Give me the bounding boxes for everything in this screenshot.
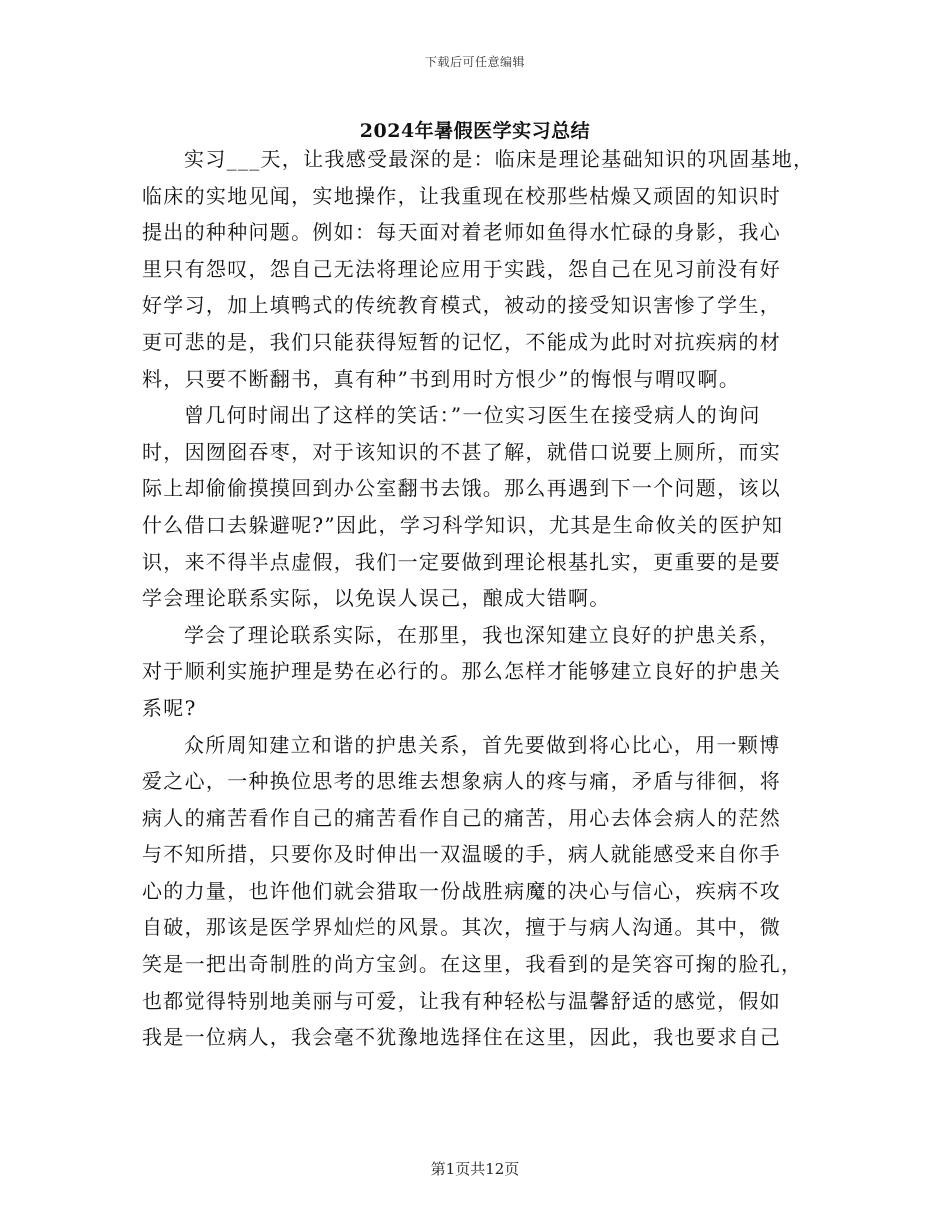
paragraph-line: 学会理论联系实际，以免误人误己，酿成大错啊。: [142, 586, 611, 611]
paragraph-line: 我是一位病人，我会毫不犹豫地选择住在这里，因此，我也要求自己: [142, 1025, 781, 1050]
paragraph-line: 什么借口去躲避呢?”因此，学习科学知识，尤其是生命攸关的医护知: [142, 512, 784, 537]
paragraph-line: 也都觉得特别地美丽与可爱，让我有种轻松与温馨舒适的感觉，假如: [142, 988, 781, 1013]
paragraph-line: 料，只要不断翻书，真有种”书到用时方恨少”的悔恨与喟叹啊。: [142, 366, 741, 391]
paragraph-line: 对于顺利实施护理是势在必行的。那么怎样才能够建立良好的护患关: [142, 659, 781, 684]
paragraph-line: 自破，那该是医学界灿烂的风景。其次，擅于与病人沟通。其中，微: [142, 915, 781, 940]
document-body: [142, 141, 818, 1056]
paragraph-line: 时，因囫囵吞枣，对于该知识的不甚了解，就借口说要上厕所，而实: [142, 439, 781, 464]
paragraph-line: 心的力量，也许他们就会猎取一份战胜病魔的决心与信心，疾病不攻: [142, 878, 781, 903]
paragraph-line: 曾几何时闹出了这样的笑话：”一位实习医生在接受病人的询问: [184, 403, 761, 428]
paragraph-line: 众所周知建立和谐的护患关系，首先要做到将心比心，用一颗博: [184, 732, 781, 757]
paragraph-line: 爱之心，一种换位思考的思维去想象病人的疼与痛，矛盾与徘徊，将: [142, 769, 781, 794]
page-header-note: 下载后可任意编辑: [424, 55, 525, 69]
paragraph-line: 际上却偷偷摸摸回到办公室翻书去饿。那么再遇到下一个问题，该以: [142, 476, 781, 501]
paragraph-line: 好学习，加上填鸭式的传统教育模式，被动的接受知识害惨了学生，: [142, 293, 781, 318]
paragraph-line: 提出的种种问题。例如：每天面对着老师如鱼得水忙碌的身影，我心: [142, 220, 781, 245]
paragraph-line: 里只有怨叹，怨自己无法将理论应用于实践，怨自己在见习前没有好: [142, 256, 781, 281]
paragraph-line: 系呢?: [142, 695, 197, 720]
page-number: 第1页共12页: [430, 1160, 520, 1178]
paragraph-line: 临床的实地见闻，实地操作，让我重现在校那些枯燥又顽固的知识时: [142, 183, 781, 208]
paragraph-line: 与不知所措，只要你及时伸出一双温暖的手，病人就能感受来自你手: [142, 842, 781, 867]
paragraph-line: 识，来不得半点虚假，我们一定要做到理论根基扎实，更重要的是要: [142, 549, 781, 574]
paragraph-line: 实习___天，让我感受最深的是：临床是理论基础知识的巩固基地，: [184, 147, 815, 171]
document-title: 2024年暑假医学实习总结: [359, 120, 591, 142]
paragraph-line: 更可悲的是，我们只能获得短暂的记忆，不能成为此时对抗疾病的材: [142, 329, 781, 354]
paragraph-line: 学会了理论联系实际，在那里，我也深知建立良好的护患关系，: [184, 622, 781, 647]
paragraph-line: 笑是一把出奇制胜的尚方宝剑。在这里，我看到的是笑容可掬的脸孔，: [142, 952, 803, 977]
paragraph-line: 病人的痛苦看作自己的痛苦看作自己的痛苦，用心去体会病人的茫然: [142, 805, 781, 830]
